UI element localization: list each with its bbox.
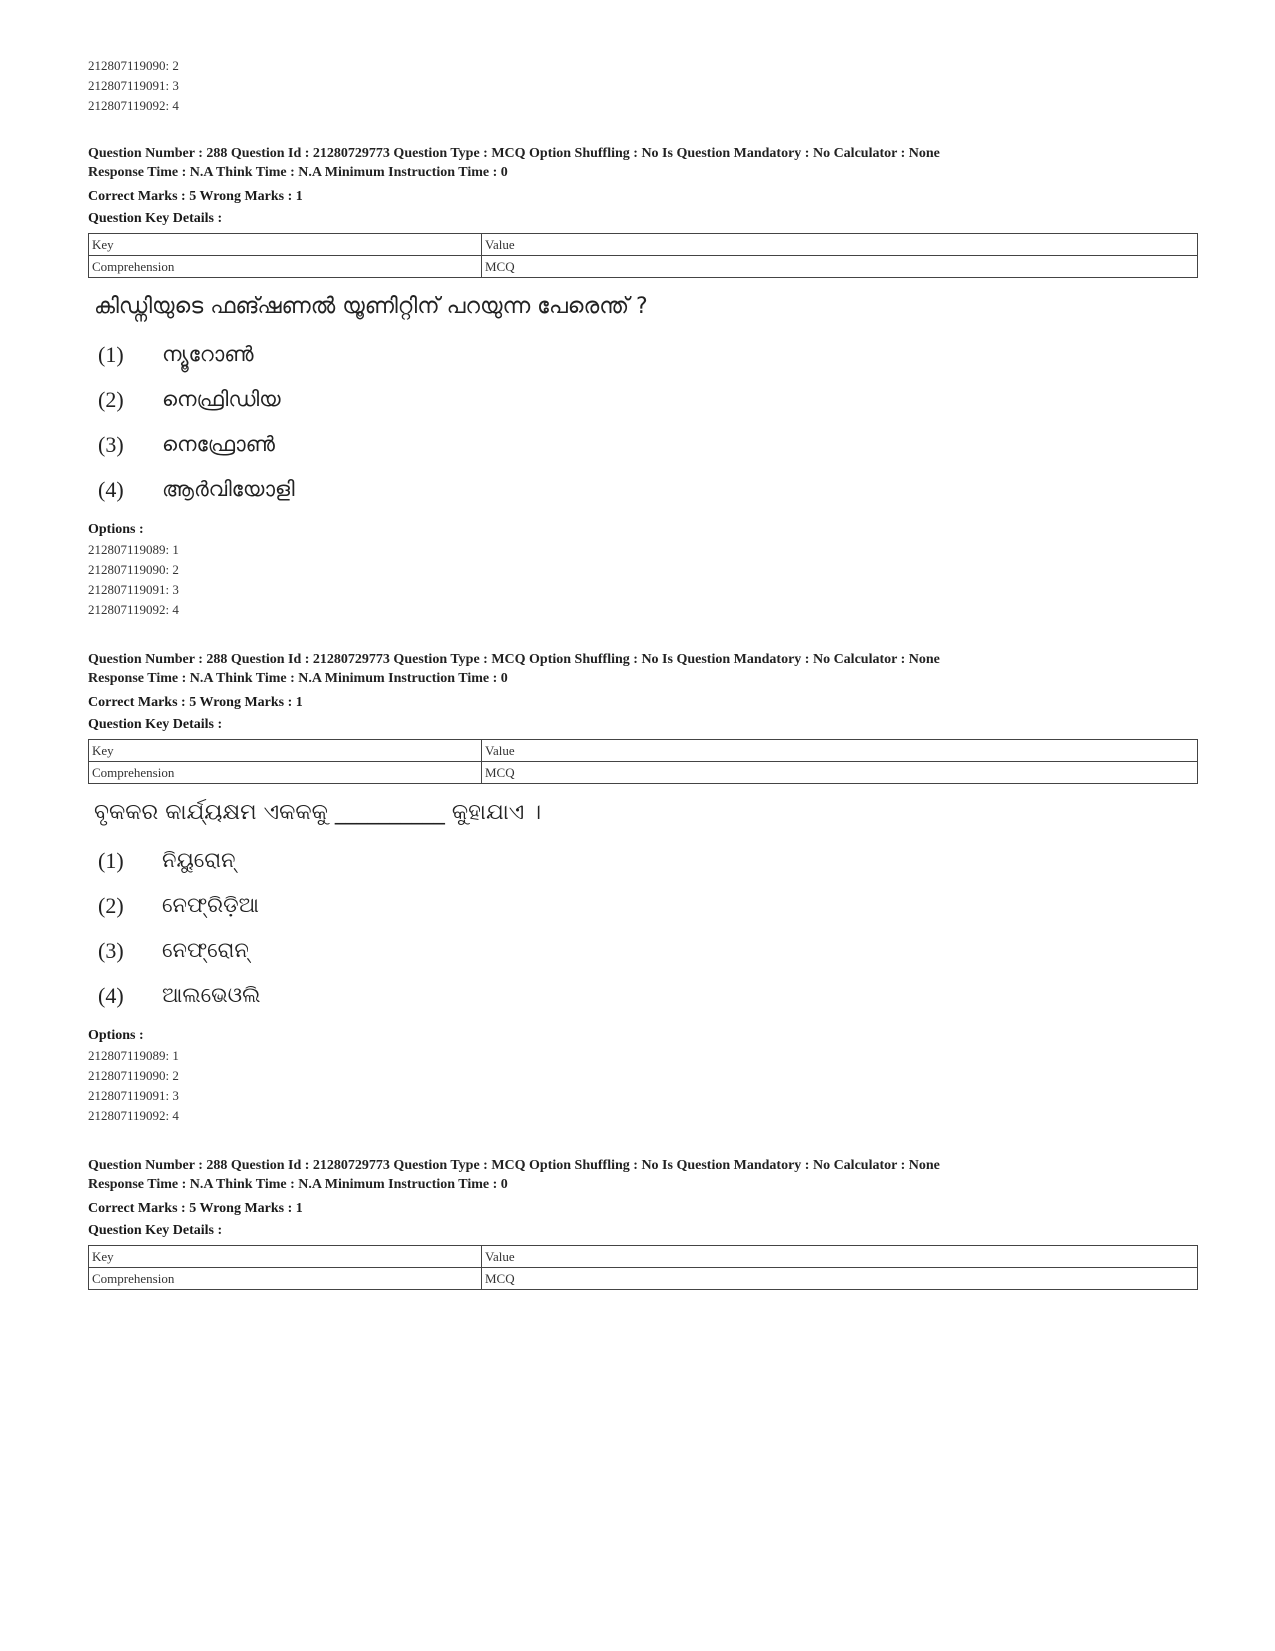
- question-meta: [88, 144, 1200, 182]
- answer-option: [98, 928, 1200, 973]
- option-number: (2): [98, 386, 124, 412]
- option-id-line: 212807119090: 2: [88, 1068, 179, 1083]
- key-details-label: Question Key Details :: [88, 1223, 223, 1238]
- top-option-id-list: [88, 56, 1200, 116]
- key-cell: Comprehension: [89, 1268, 482, 1290]
- option-text: ଆଲଭେଓଲି: [162, 983, 261, 1007]
- question-meta: [88, 650, 1200, 688]
- table-row: [89, 1246, 1198, 1268]
- answer-option: [98, 467, 1200, 512]
- option-id-line: 212807119091: 3: [88, 582, 179, 597]
- table-row: [89, 256, 1198, 278]
- answer-option: [98, 422, 1200, 467]
- marks-line: Correct Marks : 5 Wrong Marks : 1: [88, 695, 303, 710]
- key-header-cell: Key: [89, 1246, 482, 1268]
- value-header-cell: Value: [482, 234, 1198, 256]
- options-label: Options :: [88, 1028, 144, 1043]
- option-id-line: 212807119092: 4: [88, 1108, 179, 1123]
- key-header-cell: Key: [89, 234, 482, 256]
- answer-options: [88, 838, 1200, 1018]
- option-number: (1): [98, 847, 124, 873]
- answer-option: [98, 332, 1200, 377]
- option-id-list: [88, 1046, 1200, 1126]
- question-meta: [88, 1156, 1200, 1194]
- table-row: [89, 762, 1198, 784]
- option-text: ନେଫ୍ରୋନ୍: [162, 938, 249, 962]
- table-row: [89, 1268, 1198, 1290]
- option-number: (3): [98, 937, 124, 963]
- key-header-cell: Key: [89, 740, 482, 762]
- question-meta-line: Response Time : N.A Think Time : N.A Minimum Instruction Time : 0: [88, 165, 508, 180]
- option-number: (1): [98, 341, 124, 367]
- value-cell: MCQ: [482, 1268, 1198, 1290]
- option-id-line: 212807119089: 1: [88, 542, 179, 557]
- value-cell: MCQ: [482, 256, 1198, 278]
- table-row: [89, 740, 1198, 762]
- option-id-line: 212807119090: 2: [88, 562, 179, 577]
- question-block: [88, 1156, 1200, 1290]
- answer-option: [98, 377, 1200, 422]
- option-text: ആർവിയോളി: [162, 477, 295, 501]
- marks-line: Correct Marks : 5 Wrong Marks : 1: [88, 189, 303, 204]
- option-id-line: 212807119089: 1: [88, 1048, 179, 1063]
- question-meta-line: Response Time : N.A Think Time : N.A Minimum Instruction Time : 0: [88, 1177, 508, 1192]
- question-text: ବୃକକର କାର୍ଯ୍ୟକ୍ଷମ ଏକକକୁ __________ କୁହାଯାଏ ।: [94, 800, 542, 825]
- option-text: ନିୟୁରୋନ୍: [162, 848, 236, 872]
- key-details-table: [88, 739, 1198, 784]
- option-text: നെഫ്രോൺ: [162, 432, 276, 456]
- answer-option: [98, 973, 1200, 1018]
- option-text: ന്യൂറോൺ: [162, 342, 254, 366]
- option-number: (4): [98, 476, 124, 502]
- key-details-label: Question Key Details :: [88, 717, 223, 732]
- question-meta-line: Response Time : N.A Think Time : N.A Minimum Instruction Time : 0: [88, 671, 508, 686]
- option-id-line: 212807119092: 4: [88, 98, 179, 113]
- key-details-label: Question Key Details :: [88, 211, 223, 226]
- option-number: (4): [98, 982, 124, 1008]
- key-cell: Comprehension: [89, 762, 482, 784]
- option-id-line: 212807119091: 3: [88, 78, 179, 93]
- question-meta-line: Question Number : 288 Question Id : 21280729773 Question Type : MCQ Option Shuffling : No Is Question Mandatory : No Calculator : None: [88, 652, 940, 667]
- value-header-cell: Value: [482, 740, 1198, 762]
- key-cell: Comprehension: [89, 256, 482, 278]
- key-details-table: [88, 1245, 1198, 1290]
- marks-line: Correct Marks : 5 Wrong Marks : 1: [88, 1201, 303, 1216]
- document-page: [88, 56, 1200, 1290]
- option-id-list: [88, 540, 1200, 620]
- option-id-line: 212807119091: 3: [88, 1088, 179, 1103]
- answer-options: [88, 332, 1200, 512]
- question-text: കിഡ്നിയുടെ ഫങ്ഷണൽ യൂണിറ്റിന് പറയുന്ന പേരെന്ത് ?: [94, 294, 648, 319]
- option-number: (3): [98, 431, 124, 457]
- key-details-table: [88, 233, 1198, 278]
- option-id-line: 212807119090: 2: [88, 58, 179, 73]
- question-meta-line: Question Number : 288 Question Id : 21280729773 Question Type : MCQ Option Shuffling : No Is Question Mandatory : No Calculator : None: [88, 1158, 940, 1173]
- question-meta-line: Question Number : 288 Question Id : 21280729773 Question Type : MCQ Option Shuffling : No Is Question Mandatory : No Calculator : None: [88, 146, 940, 161]
- value-cell: MCQ: [482, 762, 1198, 784]
- option-id-line: 212807119092: 4: [88, 602, 179, 617]
- answer-option: [98, 883, 1200, 928]
- option-number: (2): [98, 892, 124, 918]
- option-text: നെഫ്രിഡിയ: [162, 387, 281, 411]
- value-header-cell: Value: [482, 1246, 1198, 1268]
- answer-option: [98, 838, 1200, 883]
- table-row: [89, 234, 1198, 256]
- options-label: Options :: [88, 522, 144, 537]
- question-block: [88, 650, 1200, 1126]
- question-block: [88, 144, 1200, 620]
- option-text: ନେଫ୍ରିଡ଼ିଆ: [162, 893, 259, 917]
